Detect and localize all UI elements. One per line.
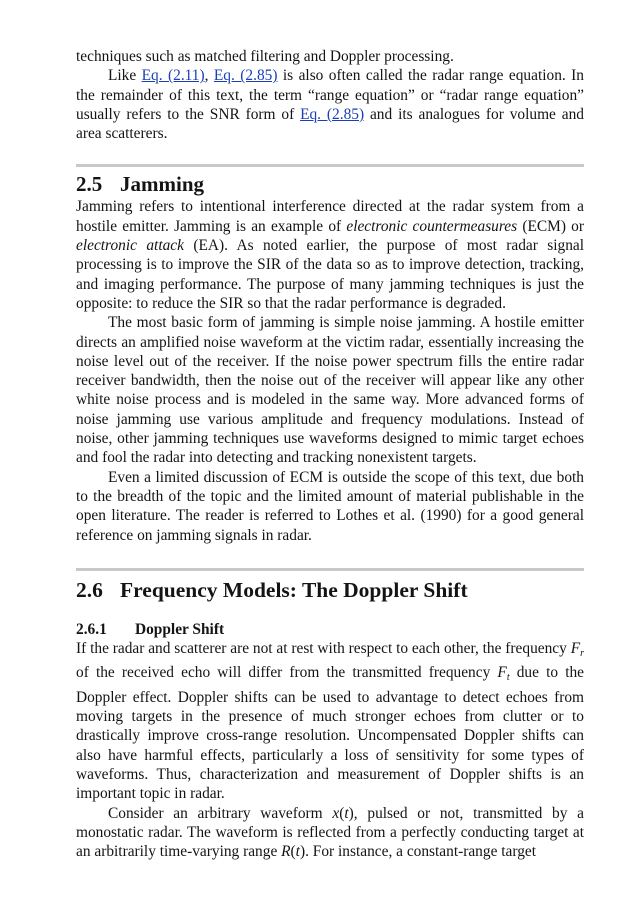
section-2-5-heading xyxy=(76,167,584,197)
section-number: 2.6 xyxy=(76,577,103,602)
jamming-paragraph-2: The most basic form of jamming is simple noise jamming. A hostile emitter directs an amplified noise waveform at the victim radar, essentially increasing the noise level out of the receiver. If the noise power spectrum fills the entire radar receiver bandwidth, then the noise out of the receiver will appear like any other white noise process and is modeled in the same way. More advanced forms of noise jamming use various amplitude and frequency modulations. Instead of noise, other jamming techniques use waveforms designed to mimic target echoes and fool the radar into detecting and tracking nonexistent targets. xyxy=(76,314,584,467)
intro-paragraph-1: techniques such as matched filtering and Doppler processing. xyxy=(76,48,454,65)
intro-paragraph-2: Like Eq. (2.11), Eq. (2.85) is also often called the radar range equation. In the remainder of this text, the term “range equation” or “radar range equation” usually refers to the SNR form of Eq. (2.85) and its analogues for volume and area scatterers. xyxy=(76,67,584,143)
ecm-term: electronic countermeasures xyxy=(346,217,518,235)
eq-2-11-link[interactable]: Eq. (2.11) xyxy=(141,67,205,85)
section-number: 2.5 xyxy=(76,172,103,197)
ea-term: electronic attack xyxy=(76,237,184,255)
section-title: Frequency Models: The Doppler Shift xyxy=(120,577,468,602)
subsection-2-6-1-heading xyxy=(76,620,584,639)
subsection-number: 2.6.1 xyxy=(76,620,107,638)
eq-2-85-link-2[interactable]: Eq. (2.85) xyxy=(300,105,365,123)
document-page xyxy=(76,47,584,861)
section-title: Jamming xyxy=(120,172,204,197)
doppler-paragraph-2: Consider an arbitrary waveform x(t), pulsed or not, transmitted by a monostatic radar. The waveform is reflected from a perfectly conducting target at an arbitrarily time-varying range R(t). For instance, a constant-range target xyxy=(76,804,584,861)
jamming-paragraph-1: Jamming refers to intentional interference directed at the radar system from a hostile emitter. Jamming is an example of electronic countermeasures (ECM) or electronic attack (EA). As noted earlier, the purpose of most radar signal processing is to improve the SIR of the data so as to improve detection, tracking, and imaging performance. The purpose of many jamming techniques is just the opposite: to reduce the SIR so that the radar performance is degraded. xyxy=(76,198,584,312)
section-2-6-heading xyxy=(76,571,584,609)
doppler-paragraph-1: If the radar and scatterer are not at rest with respect to each other, the frequency $F_r$ of the received echo will differ from the transmitted frequency $F_t$ due to the Doppler effect. Doppler shifts can be used to advantage to detect echoes from moving targets in the presence of much stronger echoes from clutter or to drastically improve cross-range resolution. Uncompensated Doppler shifts can also have harmful effects, particularly a loss of sensitivity for some types of waveforms. Thus, characterization and measurement of Doppler shifts is an important topic in radar. xyxy=(76,640,584,803)
jamming-paragraph-3: Even a limited discussion of ECM is outside the scope of this text, due both to the breadth of the topic and the limited amount of material publishable in the open literature. The reader is referred to Lothes et al. (1990) for a good general reference on jamming signals in radar. xyxy=(76,468,584,544)
subsection-title: Doppler Shift xyxy=(135,620,225,638)
eq-2-85-link[interactable]: Eq. (2.85) xyxy=(213,67,278,85)
